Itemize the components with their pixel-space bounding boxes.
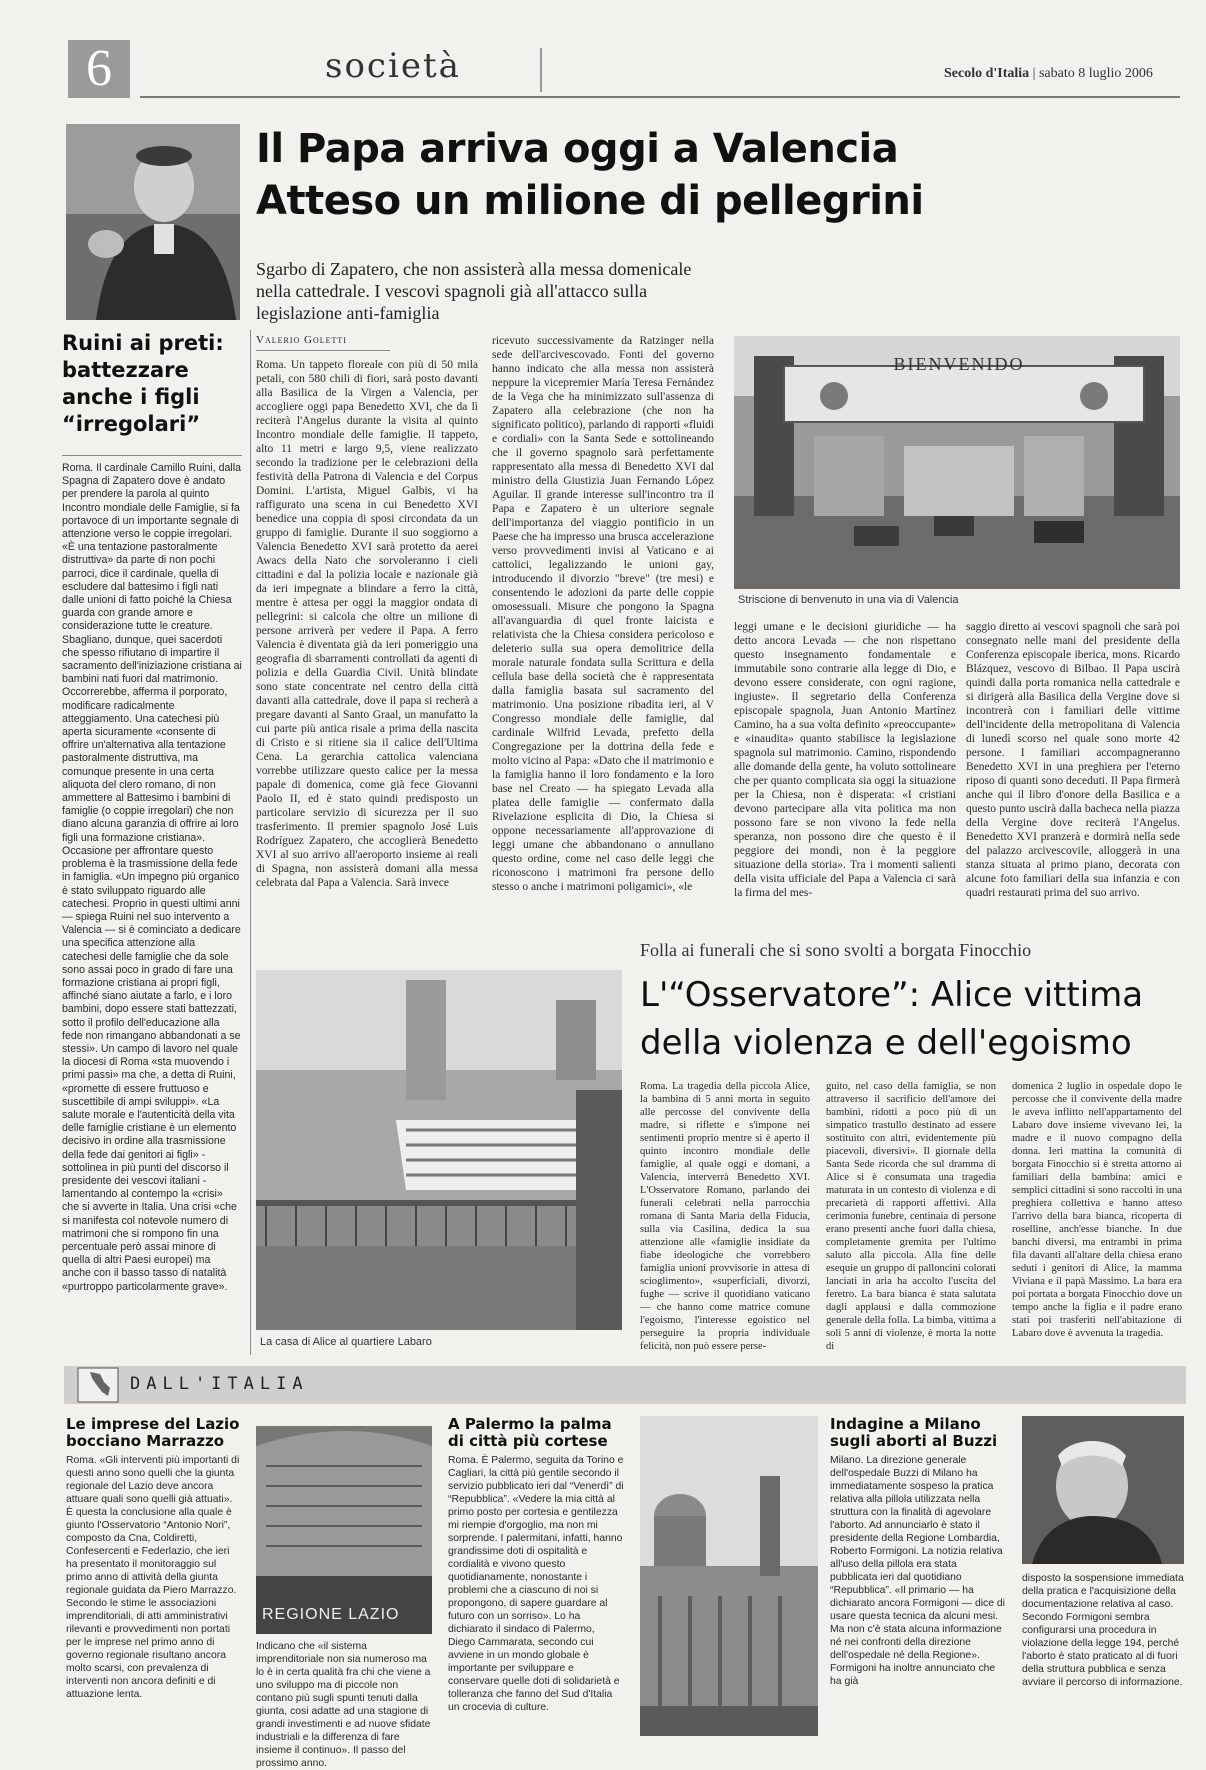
lazio-title: Le imprese del Lazio bocciano Marrazzo: [66, 1415, 240, 1450]
dall-italia-label: DALL'ITALIA: [130, 1374, 309, 1394]
palermo-title: A Palermo la palma di città più cortese: [448, 1415, 612, 1450]
main-byline: Valerio Goletti: [256, 334, 347, 346]
palermo-body: Roma. È Palermo, seguita da Torino e Cagliari, la città più gentile secondo il servizio pubblicato ieri dal “Venerdì” di “Repubblica”. «Vedere la mia città al primo posto per cortesia e gentilezza mi riempie d'orgoglio, ma non mi sorprende. I palermitani, infatti, hanno grandissime doti di ospitalità e cordialità e vivono questo quotidianamente, nonostante i problemi che a ciascuno di noi si propongono, di sapere guardare al futuro con un sorriso». Lo ha dichiarato il sindaco di Palermo, Diego Cammarata, secondo cui avviene in un mondo globale è importante per sviluppare e conservare quelle doti di solidarietà e tolleranza che fanno del Sud d'Italia un crocevia di culture.: [448, 1455, 624, 1713]
sidebar-body: Roma. Il cardinale Camillo Ruini, dalla Spagna di Zapatero dove è andato per prendere la parola al quinto Incontro mondiale delle Famiglie, si fa portavoce di un importante segnale di attenzione verso le coppie irregolari. «È una tentazione pastoralmente distruttiva» da parte di non pochi parroci, dice il cardinale, quella di escludere dal battesimo i figli nati dalle unioni di fatto poiché la Chiesa guarda con grande amore e considerazione tutte le creature. Sbagliano, dunque, quei sacerdoti che spesso rifiutano di impartire il sacramento dell'iniziazione cristiana ai bambini nati fuori dal matrimonio. Occorrerebbe, afferma il porporato, modificare radicalmente atteggiamento. Una catechesi più aperta sicuramente «consente di offrire un'alternativa alla tentazione pastoralmente distruttiva, ma comunque presente in una certa aliquota del clero romano, di non ammettere al Battesimo i bambini di famiglie (o coppie irregolari) che non diano alcuna garanzia di offrire ai loro figli una formazione cristiana». Occasione per affrontare questo problema è la trasmissione della fede in famiglia. «Un impegno più organico è stato sviluppato riguardo alle catechesi. Proprio in questi ultimi anni — spiega Ruini nel suo intervento a Valencia — si è cominciato a dedicare una specifica attenzione alla catechesi delle famiglie che da sole sono assai poco in grado di fare una formazione cristiana ai propri figli, affinché siano aiutate a farlo, e i loro bambini, dopo essere stati battezzati, sotto il profilo dell'educazione alla fede non rimangano abbandonati a se stessi». Un campo di lavoro nel quale la diocesi di Roma «sta muovendo i primi passi» ma che, a detta di Ruini, «promette di essere fruttuoso e suscettibile di ampi sviluppi». «La salute morale e l'autenticità della vita delle famiglie cristiane è un elemento decisivo in ordine alla trasmissione della fede dai genitori ai figli» - sottolinea in più punti del discorso il presidente dei vescovi italiani - lamentando al contempo la «crisi» che si avverte in Italia. Una crisi «che si manifesta col notevole numero di matrimoni che si rompono fin una percentuale però assai minore di quella di altri Paesi europei) ma anche con il basso tasso di natalità «purtroppo particolarmente grave».: [62, 462, 242, 1293]
main-article-col1: Roma. Un tappeto floreale con più di 50 mila petali, con 580 chili di fiori, sarà posto davanti alla Basilica de la Virgen a Valencia, per accogliere oggi papa Benedetto XVI, che da lì reciterà l'Angelus durante la visita al quinto Incontro mondiale delle famiglie. Il tappeto, alto 11 metri e largo 9,5, viene realizzato secondo la tradizione per le celebrazioni della festività della Patrona di Valencia e del Corpus Domini. L'artista, Miguel Galbis, vi ha raffigurato una scena in cui Benedetto XVI benedice una coppia di sposi circondata da un gruppo di famiglie. Durante il suo soggiorno a Valencia Benedetto XVI sarà protetto da aerei Awacs della Nato che sorvoleranno i cieli cittadini e dal la polizia locale e nazionale già da ieri impegnate a blindare a ferro la città, mentre è attesa per oggi la maggior ondata di pellegrini: si calcola che oltre un milione di persone arriverà per vedere il Papa. A ferro Valencia è diventata già da ieri pomeriggio una geografia di sbarramenti controllati da agenti di polizia e della Guardia Civil. Unità blindate sono state concentrate nel centro della città davanti alla cattedrale, dove il papa si recherà a pregare davanti al Santo Graal, un manufatto la cui parte più antica risale a prima della nascita di Cristo e si ritiene sia il calice dell'Ultima Cena. La gerarchia cattolica valenciana vorrebbe utilizzare questo calice per la messa papale di domenica, come già fece Giovanni Paolo II, ed è stato quindi predisposto un particolare servizio di sicurezza per il suo trasferimento. Il premier spagnolo José Luis Rodríguez Zapatero, che accoglierà Benedetto XVI al suo arrivo all'aeroporto insieme ai reali di Spagna, non assisterà domani alla messa celebrata dal Papa a Valencia. Sarà invece: [256, 359, 478, 889]
milano-title: Indagine a Milano sugli aborti al Buzzi: [830, 1415, 998, 1450]
second-headline-line1: L'“Osservatore”: Alice vittima: [640, 975, 1144, 1015]
palermo-photo: [640, 1416, 818, 1736]
main-article-col2: ricevuto successivamente da Ratzinger nella sede dell'arcivescovado. Fonti del governo hanno indicato che alla messa non assisterà neppure la vicepremier María Teresa Fernández de la Vega che ha minimizzato sull'assenza di Zapatero alla celebrazione (che non ha significato politico), parlando di rapporti «fluidi e cordiali» con la Santa Sede e sottolineando che il governo spagnolo sarà perfettamente rappresentato alla messa di Benedetto XVI dal ministro della Giustizia Juan Fernando López Aguilar. Il grande interesse sull'incontro tra il Papa e Zapatero è un ulteriore segnale dell'importanza del viaggio pontificio in un Paese che ha impresso una brusca accelerazione verso provvedimenti invisi al Vaticano e ai cattolici, legalizzando le unioni gay, introducendo il divorzio "breve" (tre mesi) e consentendo le adozioni da parte delle coppie omosessuali. Misure che pongono la Spagna all'avanguardia di quel fronte laicista e relativista che la Chiesa considera pericoloso e deleterio sulla sua opera demolitrice della morale naturale fondata sulla Scrittura e della cellula base della società che è rappresentata dalla famiglia basata sul sacramento del matrimonio. Una posizione ribadita ieri, al V Congresso mondiale delle famiglie, dal cardinale Wilfrid Levada, prefetto della Congregazione per la dottrina della fede e molto vicino al Papa: «Dato che il matrimonio e la famiglia hanno il loro fondamento e la loro base nel Creato — ha spiegato Levada alla platea delle famiglie — confermato dalla Rivelazione esplicita di Dio, la Chiesa si oppone necessariamente all'approvazione di leggi umane che abbandonano o annullano questo ordine, come nel caso delle leggi che riconoscono i matrimoni fra persone dello stesso o anche i matrimoni poligamici», «le: [492, 335, 714, 893]
header-separator: |: [1032, 66, 1039, 81]
lazio-body-continued: Indicano che «il sistema imprenditoriale non sia numeroso ma lo è in certa qualità fra chi che viene a uno sviluppo ma di piccole non contano più sugli spunti tenuti dalla giunta, cosi adatte ad una stagione di grandi investimenti e ad nuove sfidate industriali e la differenza di fare insieme il continuo». Il passo del prossimo anno.: [256, 1641, 431, 1769]
regione-lazio-sign: REGIONE LAZIO: [262, 1606, 400, 1623]
main-article-col4: saggio diretto ai vescovi spagnoli che sarà poi consegnato nelle mani del presidente della Conferenza episcopale iberica, mons. Ricardo Blázquez, vescovo di Bilbao. Il Papa uscirà quindi dalla porta romanica nella cattedrale e si dirigerà alla Basilica della Vergine dove si incontrerà con i familiari delle vittime dell'incidente della metropolitana di Valencia di lunedì scorso nel quale sono morte 42 persone. I familiari accompagneranno Benedetto XVI in una preghiera per l'eterno riposo di quanti sono deceduti. Il Papa firmerà anche qui il libro d'onore della Basilica e a questo punto uscirà dalla bacheca nella piazza della Vergine dove reciterà l'Angelus. Benedetto XVI pranzerà e dormirà nella sede del palazzo arcivescovile, alloggerà in una stanza situata al primo piano, decorata con alcune foto familiari della sua infanzia e con quadri restaurati prima del suo arrivo.: [966, 621, 1180, 899]
valencia-photo-caption: Striscione di benvenuto in una via di Valencia: [738, 594, 959, 606]
byline-rule: [256, 350, 390, 351]
sidebar-column-rule: [250, 330, 251, 1355]
valencia-photo-sign: BIENVENIDO: [893, 354, 1025, 374]
header-divider: [540, 48, 542, 92]
formigoni-photo: [1022, 1416, 1184, 1564]
italy-map-icon: [78, 1368, 118, 1402]
palermo-cathedral-illustration: [640, 1416, 818, 1736]
alice-photo-caption: La casa di Alice al quartiere Labaro: [260, 1336, 432, 1348]
main-subhead: Sgarbo di Zapatero, che non assisterà alla messa domenicale nella cattedrale. I vescovi spagnoli già all'attacco sulla legislazione anti-famiglia: [256, 259, 692, 323]
section-label: società: [325, 46, 461, 86]
portrait-illustration: [66, 124, 240, 320]
second-article-kicker: Folla ai funerali che si sono svolti a borgata Finocchio: [640, 940, 1032, 960]
portrait-photo: [66, 124, 240, 320]
newspaper-name: Secolo d'Italia: [944, 66, 1030, 81]
masthead-rule: [140, 96, 1180, 98]
page-number: 6: [68, 40, 130, 98]
regione-lazio-photo: [256, 1426, 432, 1634]
alice-house-illustration: [256, 970, 622, 1330]
sidebar-rule: [62, 455, 242, 456]
sidebar-title: Ruini ai preti: battezzare anche i figli “irregolari”: [62, 331, 224, 436]
milano-body-continued: disposto la sospensione immediata della pratica e l'acquisizione della documentazione relativa al caso. Secondo Formigoni sembra configurarsi una procedura in violazione della legge 194, perché l'aborto è stato praticato al di fuori della struttura pubblica e senza avviare il percorso di informazione.: [1022, 1573, 1184, 1688]
regione-lazio-illustration: [256, 1426, 432, 1634]
alice-house-photo: [256, 970, 622, 1330]
main-article-col3: leggi umane e le decisioni giuridiche — ha detto ancora Levada — che non rispettano questo insegnamento fondamentale e immutabile sono contrarie alla legge di Dio, e devono essere considerate, con ogni ragione, ingiuste». Il segretario della Conferenza episcopale spagnola, Juan Antonio Martínez Camino, ha a sua volta definito «preoccupante» e «inaudita» quanto stabilisce la legislazione spagnola sul matrimonio. Camino, rispondendo alle domande della gente, ha voluto sottolineare che per quanto complicata sia oggi la situazione per la Chiesa, non è disperata: «I cristiani devono partecipare alla vita politica ma non possono fare se non vivono la fede nella speranza, non possono dire che questo è il peggiore dei mondi, non è la peggiore situazione della storia». Tra i momenti salienti della visita ufficiale del Papa a Valencia ci sarà la firma del mes-: [734, 621, 956, 899]
header-dateline: [944, 66, 1153, 82]
milano-body: Milano. La direzione generale dell'ospedale Buzzi di Milano ha immediatamente sospeso la pratica relativa alla pillola utilizzata nella struttura con la finalità di agevolare l'aborto. Ad annunciarlo è stato il presidente della Regione Lombardia, Roberto Formigoni. La notizia relativa all'uso della pillola era stata pubblicata ieri dal quotidiano “Repubblica”. «Il primario — ha dichiarato ancora Formigoni — dice di usare questa tecnica da alcuni mesi. Ma non c'è stata alcuna informazione né nei confronti della direzione dell'ospedale né della Regione». Formigoni ha inoltre annunciato che ha già: [830, 1455, 1005, 1687]
lazio-body: Roma. «Gli interventi più importanti di questi anno sono quelli che la giunta regionale del Lazio deve ancora attuare quali sono quelli già attuati». È questa la conclusione alla quale è giunto l'Osservatorio “Antonio Nori”, composto da Cna, Coldiretti, Confesercenti e Federlazio, che ieri ha presentato il monitoraggio sul primo anno di attività della giunta regionale guidata da Piero Marrazzo. Secondo le stime le associazioni imprenditoriali, di atti amministrativi rilevanti e provvedimenti non portati per le imprese nel primo anno di governo regionale risultano ancora molto scarsi, con prevalenza di interventi non ancora definiti e di attuazione lenta.: [66, 1455, 240, 1700]
second-article-col2: guito, nel caso della famiglia, se non attraverso il sacrificio dell'amore dei bambini, ridotti a poco più di un simpatico trastullo destinato ad essere sostituito con altri, evidentemente più piacevoli, diversivi». Il giornale della Santa Sede ricorda che sul dramma di Alice si è consumata una tragedia maturata in un contesto di violenza e di precarietà di rapporti affettivi. Alla cerimonia funebre, centinaia di persone erano presenti anche fuori dalla chiesa, completamente gremita per l'ultimo saluto alla piccola. Alla fine delle esequie un gruppo di palloncini colorati lanciati in aria ha accolto l'uscita del feretro. La bara bianca è stata salutata dagli applausi e dalla commozione generale della folla. La bimba, vittima a soli 5 anni di violenze, è morta la notte di: [826, 1081, 996, 1352]
second-article-col1: Roma. La tragedia della piccola Alice, la bambina di 5 anni morta in seguito alle percosse del convivente della madre, si riflette e s'impone nei sentimenti proprio mentre si è aperto il quinto incontro mondiale delle famiglie, al quale oggi e domani, a Valencia, interverrà Benedetto XVI. L'Osservatore Romano, parlando dei funerali celebrati nella parrocchia romana di Santa Maria della Fiducia, sulla via Casilina, dedica la sua attenzione alle «famiglie insidiate da fiabe ideologiche che vorrebbero famiglia unioni provvisorie in attesa di scioglimento», «superficiali, divorzi, fughe — scrive il quotidiano vaticano — che hanno come matrice comune l'egoismo, l'interesse egoistico nel perseguire la propria individuale felicità, non può essere perse-: [640, 1081, 810, 1352]
second-article-col3: domenica 2 luglio in ospedale dopo le percosse che il convivente della madre le aveva inflitto nell'appartamento del Labaro dove insieme vivevano lei, la madre e il nuovo compagno della donna. Ieri mattina la comunità di borgata Finocchio si è stretta attorno ai familiari della bambina: amici e semplici cittadini si sono raccolti in una preghiera collettiva e hanno atteso l'arrivo della bara bianca, ricoperta di roselline, anch'esse bianche. In due banchi diversi, ma entrambi in prima fila davanti all'altare della chiesa erano seduti i genitori di Alice, la mamma Viviana e il papà Massimo. La bara era poi portata a borgata Finocchio dove un tempo anche la figlia e il padre erano stati poi trasferiti nell'abitazione di Labaro dove è avvenuta la tragedia.: [1012, 1081, 1182, 1339]
formigoni-portrait-illustration: [1022, 1416, 1184, 1564]
issue-date: sabato 8 luglio 2006: [1038, 66, 1153, 81]
second-headline-line2: della violenza e dell'egoismo: [640, 1023, 1132, 1063]
main-headline-line1: Il Papa arriva oggi a Valencia: [256, 126, 899, 172]
main-headline-line2: Atteso un milione di pellegrini: [256, 178, 924, 224]
